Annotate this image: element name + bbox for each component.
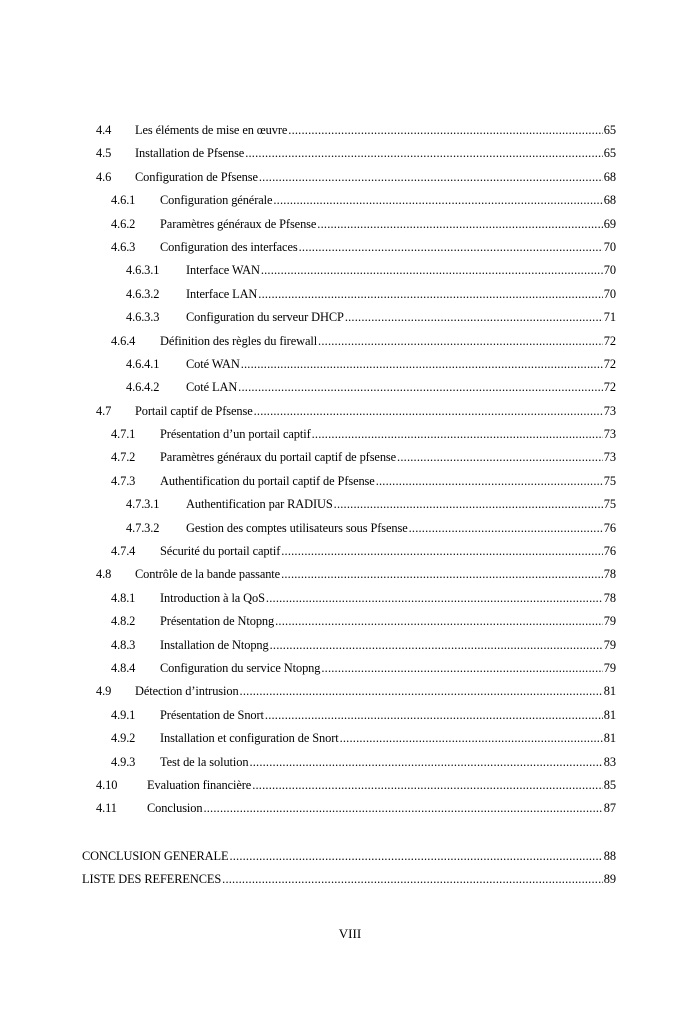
toc-entry[interactable] — [0, 119, 700, 142]
toc-entry[interactable] — [0, 751, 700, 774]
toc-entry-page: 72 — [603, 380, 616, 395]
toc-entry[interactable] — [0, 680, 700, 703]
toc-entry[interactable] — [0, 634, 700, 657]
toc-entry-title: Configuration générale — [160, 189, 273, 212]
toc-entry[interactable] — [0, 306, 700, 329]
dot-leader — [270, 634, 603, 657]
toc-entry-title: Authentification par RADIUS — [186, 493, 334, 516]
toc-entry-page: 65 — [603, 123, 616, 137]
toc-entry-page: 73 — [603, 427, 616, 442]
toc-entry-number: 4.10 — [96, 777, 118, 792]
toc-entry-number: 4.7 — [96, 403, 112, 418]
toc-entry[interactable] — [0, 330, 700, 353]
toc-entry[interactable] — [0, 797, 700, 820]
toc-entry-page: 70 — [603, 286, 616, 301]
toc-entry-title: Détection d’intrusion — [135, 680, 240, 703]
toc-entry-number: 4.7.3 — [111, 473, 136, 488]
dot-leader — [334, 493, 603, 516]
toc-entry-title: Sécurité du portail captif — [160, 540, 281, 563]
toc-entry[interactable] — [0, 587, 700, 610]
toc-entry-page: 68 — [603, 169, 616, 184]
toc-entry[interactable] — [0, 236, 700, 259]
toc-entry-title: Conclusion — [147, 797, 203, 820]
toc-entry-number: 4.6.4.1 — [126, 356, 160, 371]
toc-entry-title: Authentification du portail captif de Pfsense — [160, 470, 376, 493]
toc-entry-title: Interface LAN — [186, 283, 258, 306]
toc-entry-page: 83 — [603, 754, 616, 769]
toc-entry[interactable] — [0, 610, 700, 633]
toc-entry[interactable] — [0, 493, 700, 516]
toc-entry-title: Présentation de Ntopng — [160, 610, 275, 633]
toc-spacer — [0, 821, 700, 845]
toc-entry-page: 88 — [603, 848, 616, 863]
toc-entry[interactable] — [0, 657, 700, 680]
toc-entry-page: 78 — [603, 567, 616, 582]
toc-entry-number: 4.7.4 — [111, 544, 136, 559]
dot-leader — [273, 189, 602, 212]
toc-entry-page: 72 — [603, 333, 616, 348]
toc-entry-title: Coté LAN — [186, 376, 238, 399]
toc-entry-number: 4.9.3 — [111, 754, 136, 769]
toc-entry-title: Contrôle de la bande passante — [135, 563, 281, 586]
dot-leader — [254, 400, 603, 423]
table-of-contents — [0, 119, 700, 892]
toc-entry[interactable] — [0, 727, 700, 750]
dot-leader — [265, 704, 603, 727]
toc-entry-page: 76 — [603, 544, 616, 559]
toc-entry-page: 79 — [603, 637, 616, 652]
toc-entry-title: Introduction à la QoS — [160, 587, 266, 610]
toc-entry-number: 4.9.2 — [111, 731, 136, 746]
toc-entry-title: Gestion des comptes utilisateurs sous Pfsense — [186, 517, 409, 540]
dot-leader — [345, 306, 603, 329]
toc-entry-number: 4.11 — [96, 801, 117, 816]
toc-entry-page: 81 — [603, 684, 616, 699]
toc-entry-page: 73 — [603, 450, 616, 465]
page-number: VIII — [338, 926, 362, 941]
dot-leader — [261, 259, 603, 282]
toc-entry-page: 68 — [603, 193, 616, 208]
toc-entry-number: 4.7.1 — [111, 427, 136, 442]
toc-entry-title: Coté WAN — [186, 353, 241, 376]
toc-entry-page: 71 — [603, 310, 616, 325]
toc-entry-page: 79 — [603, 660, 616, 675]
toc-entry-number: 4.6.1 — [111, 193, 136, 208]
toc-entry[interactable] — [0, 376, 700, 399]
toc-entry-number: 4.8.2 — [111, 614, 136, 629]
toc-entry-number: 4.6.3.2 — [126, 286, 160, 301]
toc-entry-title: Définition des règles du firewall — [160, 330, 318, 353]
dot-leader — [281, 540, 603, 563]
toc-entry[interactable] — [0, 446, 700, 469]
dot-leader — [258, 283, 603, 306]
toc-entry-number: 4.6.4.2 — [126, 380, 160, 395]
toc-entry-title: LISTE DES REFERENCES — [82, 868, 222, 891]
toc-section-entries — [0, 119, 700, 821]
toc-entry-title: Configuration du service Ntopng — [160, 657, 321, 680]
toc-entry-page: 78 — [603, 590, 616, 605]
toc-entry-title: CONCLUSION GENERALE — [82, 845, 229, 868]
toc-entry[interactable] — [0, 704, 700, 727]
toc-entry[interactable] — [0, 563, 700, 586]
toc-entry-page: 76 — [603, 520, 616, 535]
dot-leader — [238, 376, 603, 399]
toc-entry[interactable] — [0, 259, 700, 282]
dot-leader — [409, 517, 603, 540]
toc-entry-title: Installation et configuration de Snort — [160, 727, 340, 750]
toc-entry[interactable] — [0, 517, 700, 540]
toc-entry-page: 79 — [603, 614, 616, 629]
toc-entry-title: Installation de Ntopng — [160, 634, 270, 657]
toc-entry-number: 4.6.2 — [111, 216, 136, 231]
toc-entry-title: Paramètres généraux de Pfsense — [160, 213, 317, 236]
toc-entry-title: Présentation d’un portail captif — [160, 423, 312, 446]
dot-leader — [222, 868, 603, 891]
toc-entry-number: 4.6.3.1 — [126, 263, 160, 278]
toc-entry-title: Configuration des interfaces — [160, 236, 299, 259]
dot-leader — [252, 774, 603, 797]
toc-entry-page: 85 — [603, 777, 616, 792]
dot-leader — [229, 845, 602, 868]
toc-entry-number: 4.4 — [96, 123, 112, 137]
dot-leader — [249, 751, 602, 774]
toc-entry-page: 65 — [603, 146, 616, 161]
dot-leader — [240, 680, 603, 703]
toc-entry-page: 72 — [603, 356, 616, 371]
toc-entry-number: 4.8.4 — [111, 660, 136, 675]
toc-entry-number: 4.8 — [96, 567, 112, 582]
toc-entry-page: 89 — [603, 872, 616, 887]
toc-entry[interactable] — [0, 213, 700, 236]
toc-entry-title: Interface WAN — [186, 259, 261, 282]
toc-entry-title: Configuration de Pfsense — [135, 166, 259, 189]
toc-entry-page: 87 — [603, 801, 616, 816]
toc-entry-page: 81 — [603, 731, 616, 746]
toc-entry[interactable] — [0, 774, 700, 797]
dot-leader — [281, 563, 603, 586]
dot-leader — [299, 236, 603, 259]
dot-leader — [245, 142, 603, 165]
toc-entry[interactable] — [0, 142, 700, 165]
toc-entry-number: 4.7.3.2 — [126, 520, 160, 535]
toc-entry-title: Evaluation financière — [147, 774, 252, 797]
toc-entry-number: 4.6.3.3 — [126, 310, 160, 325]
toc-entry-number: 4.9.1 — [111, 707, 136, 722]
toc-entry-number: 4.7.2 — [111, 450, 136, 465]
dot-leader — [288, 119, 603, 142]
dot-leader — [321, 657, 602, 680]
toc-entry[interactable] — [0, 400, 700, 423]
toc-entry[interactable] — [0, 540, 700, 563]
dot-leader — [275, 610, 603, 633]
dot-leader — [241, 353, 603, 376]
dot-leader — [318, 330, 603, 353]
toc-entry[interactable] — [0, 470, 700, 493]
toc-entry-number: 4.7.3.1 — [126, 497, 160, 512]
dot-leader — [259, 166, 603, 189]
toc-entry-title: Portail captif de Pfsense — [135, 400, 254, 423]
toc-entry-page: 81 — [603, 707, 616, 722]
toc-entry-number: 4.6.4 — [111, 333, 136, 348]
toc-entry-title: Les éléments de mise en œuvre — [135, 119, 288, 142]
toc-entry[interactable] — [0, 423, 700, 446]
toc-entry-page: 69 — [603, 216, 616, 231]
toc-entry[interactable] — [0, 868, 700, 891]
toc-entry[interactable] — [0, 353, 700, 376]
toc-entry-title: Installation de Pfsense — [135, 142, 245, 165]
toc-entry-number: 4.6.3 — [111, 239, 136, 254]
dot-leader — [266, 587, 603, 610]
dot-leader — [203, 797, 602, 820]
toc-entry-number: 4.8.3 — [111, 637, 136, 652]
toc-entry-page: 73 — [603, 403, 616, 418]
toc-entry-page: 70 — [603, 239, 616, 254]
toc-entry-page: 70 — [603, 263, 616, 278]
toc-entry-title: Test de la solution — [160, 751, 249, 774]
dot-leader — [317, 213, 603, 236]
dot-leader — [312, 423, 603, 446]
toc-entry-title: Configuration du serveur DHCP — [186, 306, 345, 329]
dot-leader — [340, 727, 603, 750]
toc-entry[interactable] — [0, 283, 700, 306]
toc-entry-page: 75 — [603, 473, 616, 488]
dot-leader — [376, 470, 603, 493]
toc-entry[interactable] — [0, 189, 700, 212]
toc-entry-number: 4.8.1 — [111, 590, 136, 605]
toc-entry[interactable] — [0, 166, 700, 189]
toc-entry-page: 75 — [603, 497, 616, 512]
toc-entry-title: Présentation de Snort — [160, 704, 265, 727]
toc-back-matter — [0, 845, 700, 892]
toc-entry[interactable] — [0, 845, 700, 868]
toc-entry-title: Paramètres généraux du portail captif de pfsense — [160, 446, 397, 469]
toc-entry-number: 4.5 — [96, 146, 112, 161]
toc-entry-number: 4.9 — [96, 684, 112, 699]
dot-leader — [397, 446, 603, 469]
toc-entry-number: 4.6 — [96, 169, 112, 184]
